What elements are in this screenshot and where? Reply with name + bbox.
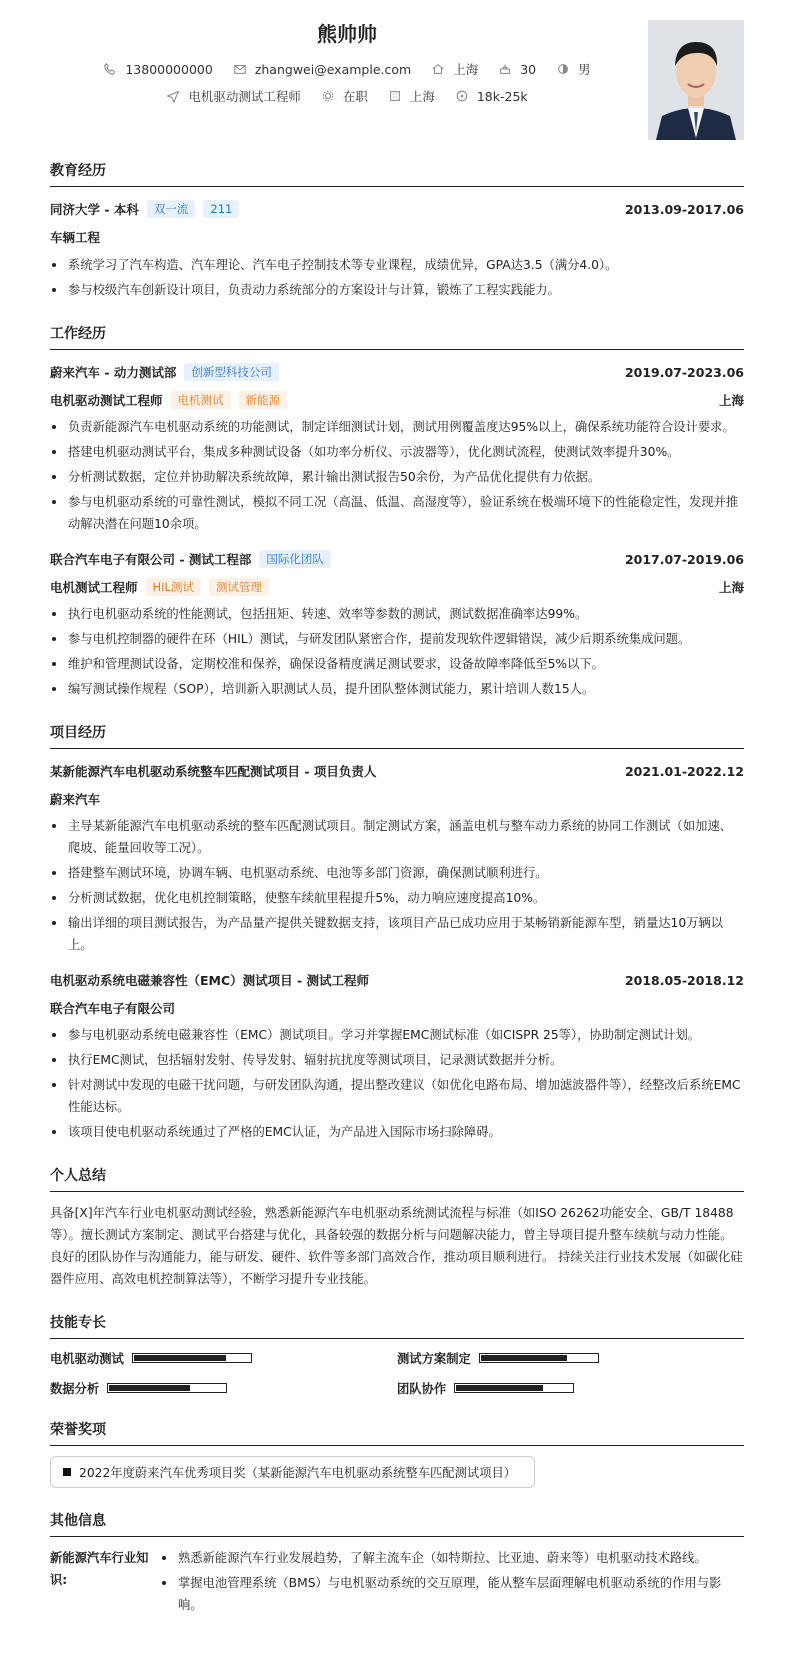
list-item: 维护和管理测试设备，定期校准和保养，确保设备精度满足测试要求，设备故障率降低至5%以下。 — [50, 653, 744, 675]
city-item — [431, 60, 478, 78]
skills-section — [50, 1312, 744, 1397]
age-text: 30 — [520, 61, 537, 77]
section-title: 项目经历 — [50, 722, 744, 749]
job-intent-row — [50, 87, 644, 105]
list-item: 分析测试数据，优化电机控制策略，使整车续航里程提升5%，动力响应速度提高10%。 — [50, 887, 744, 909]
phone-text: 13800000000 — [125, 61, 213, 77]
skill-bar-fill — [481, 1355, 568, 1361]
job-bullets — [50, 603, 744, 700]
job-entry — [50, 360, 744, 535]
company-tag: 国际化团队 — [259, 550, 331, 568]
job-location: 上海 — [718, 393, 744, 408]
job-period: 2017.07-2019.06 — [624, 551, 744, 567]
job-company-row — [50, 360, 744, 384]
role-name: 电机驱动测试工程师 — [50, 393, 163, 408]
role-tag: 新能源 — [239, 391, 288, 409]
section-title: 技能专长 — [50, 1312, 744, 1339]
status-text: 在职 — [342, 89, 368, 104]
list-item: 执行电机驱动系统的性能测试，包括扭矩、转速、效率等参数的测试，测试数据准确率达99%。 — [50, 603, 744, 625]
education-bullets — [50, 254, 744, 301]
target-city-text: 上海 — [409, 89, 435, 104]
square-bullet-icon — [63, 1468, 71, 1476]
school-name: 同济大学 - 本科 — [50, 202, 139, 217]
list-item: 熟悉新能源汽车行业发展趋势，了解主流车企（如特斯拉、比亚迪、蔚来等）电机驱动技术路线。 — [160, 1547, 744, 1569]
job-period: 2019.07-2023.06 — [624, 364, 744, 380]
gender-icon — [556, 62, 570, 76]
project-head — [50, 968, 744, 992]
project-name: 某新能源汽车电机驱动系统整车匹配测试项目 - 项目负责人 — [50, 764, 377, 779]
project-entry — [50, 759, 744, 956]
building-icon — [388, 89, 402, 103]
other-bullets — [160, 1544, 744, 1616]
project-period: 2018.05-2018.12 — [624, 972, 744, 988]
project-head — [50, 759, 744, 783]
projects-section — [50, 722, 744, 1143]
education-head — [50, 197, 744, 221]
list-item: 参与电机控制器的硬件在环（HIL）测试，与研发团队紧密合作，提前发现软件逻辑错误，减少后期系统集成问题。 — [50, 628, 744, 650]
list-item: 参与电机驱动系统电磁兼容性（EMC）测试项目。学习并掌握EMC测试标准（如CISPR 25等），协助制定测试计划。 — [50, 1024, 744, 1046]
job-company-row — [50, 547, 744, 571]
skill-bar — [132, 1353, 252, 1363]
skill-item — [397, 1349, 744, 1367]
skill-name: 团队协作 — [397, 1382, 447, 1396]
list-item: 针对测试中发现的电磁干扰问题，与研发团队沟通，提出整改建议（如优化电路布局、增加滤波器件等），经整改后系统EMC性能达标。 — [50, 1074, 744, 1118]
skill-bar-fill — [456, 1385, 543, 1391]
other-info-row — [50, 1547, 744, 1616]
project-org: 联合汽车电子有限公司 — [50, 1001, 176, 1016]
gender-item — [556, 60, 591, 78]
section-title: 工作经历 — [50, 323, 744, 350]
company-name: 联合汽车电子有限公司 - 测试工程部 — [50, 552, 252, 567]
skills-grid — [50, 1349, 744, 1397]
skill-bar-fill — [109, 1385, 190, 1391]
project-bullets — [50, 1024, 744, 1143]
section-title: 其他信息 — [50, 1510, 744, 1537]
skill-item — [397, 1379, 744, 1397]
education-section — [50, 160, 744, 301]
list-item: 搭建整车测试环境，协调车辆、电机驱动系统、电池等多部门资源，确保测试顺利进行。 — [50, 862, 744, 884]
city-text: 上海 — [453, 62, 479, 77]
list-item: 主导某新能源汽车电机驱动系统的整车匹配测试项目。制定测试方案，涵盖电机与整车动力系统的协同工作测试（如加速、爬坡、能量回收等工况）。 — [50, 815, 744, 859]
list-item: 掌握电池管理系统（BMS）与电机驱动系统的交互原理，能从整车层面理解电机驱动系统的作用与影响。 — [160, 1572, 744, 1616]
list-item: 输出详细的项目测试报告，为产品量产提供关键数据支持，该项目产品已成功应用于某畅销新能源车型，销量达10万辆以上。 — [50, 912, 744, 956]
salary-text: 18k-25k — [476, 88, 528, 104]
list-item: 系统学习了汽车构造、汽车理论、汽车电子控制技术等专业课程，成绩优异，GPA达3.5（满分4.0）。 — [50, 254, 744, 276]
project-org-row — [50, 996, 744, 1020]
skill-bar-fill — [134, 1355, 226, 1361]
section-title: 个人总结 — [50, 1165, 744, 1192]
role-name: 电机测试工程师 — [50, 580, 138, 595]
list-item: 搭建电机驱动测试平台，集成多种测试设备（如功率分析仪、示波器等），优化测试流程，使测试效率提升30%。 — [50, 441, 744, 463]
job-role-row — [50, 388, 744, 412]
phone-item — [103, 62, 212, 77]
resume-header — [50, 0, 744, 160]
honors-section — [50, 1419, 744, 1488]
major-name: 车辆工程 — [50, 230, 101, 245]
home-icon — [431, 62, 445, 76]
cake-icon — [498, 62, 512, 76]
role-tag: 电机测试 — [171, 391, 231, 409]
skill-item — [50, 1349, 397, 1367]
skill-bar — [454, 1383, 574, 1393]
email-item — [233, 62, 411, 77]
summary-text: 具备[X]年汽车行业电机驱动测试经验，熟悉新能源汽车电机驱动系统测试流程与标准（如ISO 26262功能安全、GB/T 18488等）。擅长测试方案制定、测试平台搭建与优化，具备较强的数据分析与问题解决能力，曾主导项目提升整车续航与动力性能。 良好的团队协作与沟通能力，能与研发、硬件、软件等多部门高效合作，推动项目顺利进行。 持续关注行业技术发展（如碳化硅器件应用、高效电机控制算法等），不断学习提升专业技能。 — [50, 1206, 743, 1286]
project-org-row — [50, 787, 744, 811]
gender-text: 男 — [578, 62, 591, 77]
school-tag: 双一流 — [147, 200, 196, 218]
section-title: 教育经历 — [50, 160, 744, 187]
role-tag: 测试管理 — [209, 578, 269, 596]
company-name: 蔚来汽车 - 动力测试部 — [50, 365, 177, 380]
skill-name: 测试方案制定 — [397, 1352, 471, 1366]
contact-row — [50, 60, 644, 78]
skill-bar — [107, 1383, 227, 1393]
mail-icon — [233, 62, 247, 76]
coin-icon — [455, 89, 469, 103]
list-item: 执行EMC测试，包括辐射发射、传导发射、辐射抗扰度等测试项目，记录测试数据并分析。 — [50, 1049, 744, 1071]
skill-bar — [479, 1353, 599, 1363]
phone-icon — [103, 62, 117, 76]
email-text: zhangwei@example.com — [254, 61, 412, 77]
list-item: 编写测试操作规程（SOP），培训新入职测试人员，提升团队整体测试能力，累计培训人数15人。 — [50, 678, 744, 700]
award-text: 2022年度蔚来汽车优秀项目奖（某新能源汽车电机驱动系统整车匹配测试项目） — [79, 1466, 517, 1480]
salary-item — [455, 89, 528, 104]
education-period: 2013.09-2017.06 — [624, 201, 744, 217]
skill-name: 电机驱动测试 — [50, 1352, 124, 1366]
project-period: 2021.01-2022.12 — [624, 763, 744, 779]
project-org: 蔚来汽车 — [50, 792, 101, 807]
target-city-item — [388, 87, 435, 105]
send-icon — [166, 89, 180, 103]
project-name: 电机驱动系统电磁兼容性（EMC）测试项目 - 测试工程师 — [50, 973, 370, 988]
list-item: 负责新能源汽车电机驱动系统的功能测试，制定详细测试计划，测试用例覆盖度达95%以上，确保系统功能符合设计要求。 — [50, 416, 744, 438]
list-item: 参与校级汽车创新设计项目，负责动力系统部分的方案设计与计算，锻炼了工程实践能力。 — [50, 279, 744, 301]
status-item — [321, 87, 368, 105]
role-tag: HIL测试 — [146, 578, 201, 596]
job-bullets — [50, 416, 744, 535]
school-tag: 211 — [203, 200, 239, 218]
candidate-name: 熊帅帅 — [317, 22, 377, 46]
major-row — [50, 225, 744, 249]
other-section — [50, 1510, 744, 1616]
job-role-row — [50, 575, 744, 599]
position-text: 电机驱动测试工程师 — [188, 89, 301, 104]
skill-item — [50, 1379, 397, 1397]
project-entry — [50, 968, 744, 1143]
other-label: 新能源汽车行业知识: — [50, 1551, 149, 1587]
profile-photo — [648, 20, 744, 140]
gear-icon — [321, 89, 335, 103]
summary-section — [50, 1165, 744, 1290]
list-item: 该项目使电机驱动系统通过了严格的EMC认证，为产品进入国际市场扫除障碍。 — [50, 1121, 744, 1143]
project-bullets — [50, 815, 744, 956]
list-item: 参与电机驱动系统的可靠性测试，模拟不同工况（高温、低温、高湿度等），验证系统在极端环境下的性能稳定性，发现并推动解决潜在问题10余项。 — [50, 491, 744, 535]
age-item — [498, 62, 536, 77]
section-title: 荣誉奖项 — [50, 1419, 744, 1446]
company-tag: 创新型科技公司 — [184, 363, 279, 381]
skill-name: 数据分析 — [50, 1382, 100, 1396]
work-section — [50, 323, 744, 700]
job-entry — [50, 547, 744, 700]
job-location: 上海 — [718, 580, 744, 595]
position-item — [166, 87, 301, 105]
award-item — [50, 1456, 535, 1488]
list-item: 分析测试数据，定位并协助解决系统故障，累计输出测试报告50余份，为产品优化提供有力依据。 — [50, 466, 744, 488]
